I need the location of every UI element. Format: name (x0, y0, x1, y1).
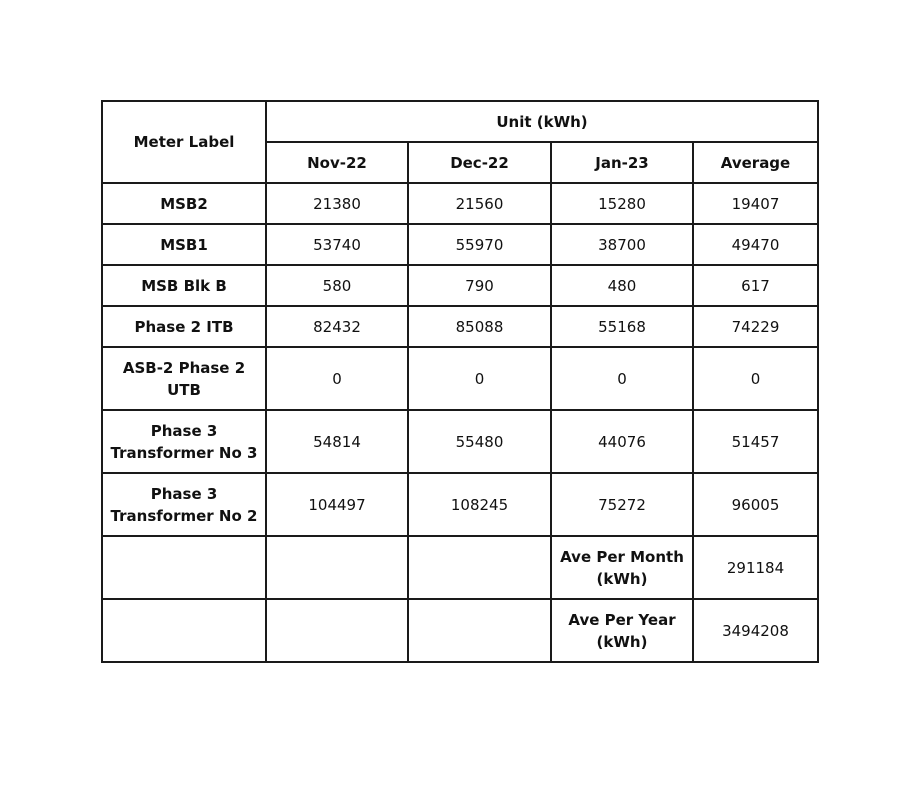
summary-label-per-year: Ave Per Year (kWh) (551, 599, 693, 662)
cell-average: 49470 (693, 224, 818, 265)
empty-cell (102, 536, 266, 599)
row-label: ASB-2 Phase 2 UTB (102, 347, 266, 410)
summary-row-per-month (102, 536, 818, 599)
cell-nov: 53740 (266, 224, 408, 265)
cell-jan: 55168 (551, 306, 693, 347)
table-row-msb2 (102, 183, 818, 224)
cell-dec: 55480 (408, 410, 551, 473)
cell-nov: 82432 (266, 306, 408, 347)
cell-jan: 0 (551, 347, 693, 410)
empty-cell (408, 599, 551, 662)
empty-cell (408, 536, 551, 599)
average-header: Average (693, 142, 818, 183)
cell-jan: 15280 (551, 183, 693, 224)
cell-dec: 0 (408, 347, 551, 410)
month-header-dec-22: Dec-22 (408, 142, 551, 183)
cell-nov: 104497 (266, 473, 408, 536)
row-label: Phase 2 ITB (102, 306, 266, 347)
row-label: MSB2 (102, 183, 266, 224)
table-row-phase-3-transformer-no-2 (102, 473, 818, 536)
summary-row-per-year (102, 599, 818, 662)
cell-jan: 480 (551, 265, 693, 306)
row-label: MSB1 (102, 224, 266, 265)
summary-label-per-month: Ave Per Month (kWh) (551, 536, 693, 599)
empty-cell (102, 599, 266, 662)
cell-average: 51457 (693, 410, 818, 473)
cell-nov: 21380 (266, 183, 408, 224)
cell-average: 74229 (693, 306, 818, 347)
table-row-msb-blk-b (102, 265, 818, 306)
cell-nov: 0 (266, 347, 408, 410)
cell-dec: 108245 (408, 473, 551, 536)
month-header-nov-22: Nov-22 (266, 142, 408, 183)
row-label: Phase 3 Transformer No 3 (102, 410, 266, 473)
cell-nov: 580 (266, 265, 408, 306)
cell-average: 617 (693, 265, 818, 306)
table-row-asb-2-phase-2-utb (102, 347, 818, 410)
summary-value-per-year: 3494208 (693, 599, 818, 662)
cell-dec: 85088 (408, 306, 551, 347)
cell-nov: 54814 (266, 410, 408, 473)
cell-jan: 38700 (551, 224, 693, 265)
header-row-unit (102, 101, 818, 142)
month-header-jan-23: Jan-23 (551, 142, 693, 183)
table-row-phase-2-itb (102, 306, 818, 347)
table-row-phase-3-transformer-no-3 (102, 410, 818, 473)
summary-value-per-month: 291184 (693, 536, 818, 599)
meter-label-header: Meter Label (102, 101, 266, 183)
cell-average: 19407 (693, 183, 818, 224)
row-label: Phase 3 Transformer No 2 (102, 473, 266, 536)
cell-average: 0 (693, 347, 818, 410)
cell-dec: 55970 (408, 224, 551, 265)
meter-energy-table (101, 100, 819, 663)
cell-dec: 790 (408, 265, 551, 306)
cell-jan: 44076 (551, 410, 693, 473)
empty-cell (266, 536, 408, 599)
row-label: MSB Blk B (102, 265, 266, 306)
cell-jan: 75272 (551, 473, 693, 536)
unit-header: Unit (kWh) (266, 101, 818, 142)
cell-average: 96005 (693, 473, 818, 536)
cell-dec: 21560 (408, 183, 551, 224)
table-row-msb1 (102, 224, 818, 265)
empty-cell (266, 599, 408, 662)
